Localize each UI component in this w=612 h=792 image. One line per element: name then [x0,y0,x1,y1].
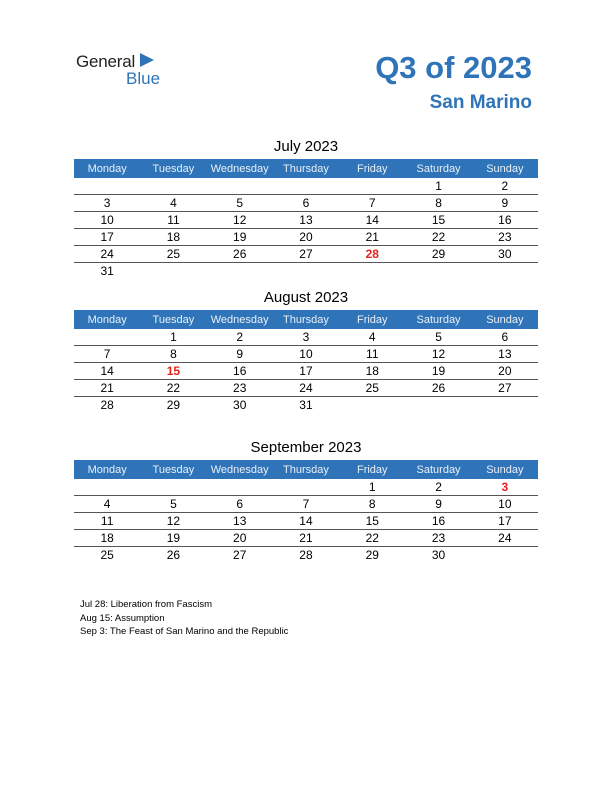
day-cell: 20 [273,229,339,246]
day-cell: 23 [472,229,538,246]
day-cell: 23 [207,380,273,397]
day-cell: 7 [74,346,140,363]
day-cell: 14 [273,513,339,530]
day-cell: 17 [472,513,538,530]
weekday-header-row [74,460,538,479]
week-row [74,513,538,530]
day-cell: 4 [74,496,140,513]
day-cell: 12 [207,212,273,229]
week-row [74,346,538,363]
empty-day-cell [207,263,273,280]
day-cell: 24 [74,246,140,263]
week-row [74,496,538,513]
day-cell: 28 [100,398,114,412]
holiday-notes [80,598,288,639]
day-cell: 22 [405,229,471,246]
weekday-header: Sunday [472,310,538,329]
day-cell: 14 [74,363,140,380]
day-cell: 27 [273,246,339,263]
day-cell: 22 [339,530,405,547]
day-cell: 5 [207,195,273,212]
day-cell: 13 [207,513,273,530]
day-cell: 1 [405,178,471,195]
weekday-header: Friday [339,159,405,178]
day-cell: 26 [207,246,273,263]
day-cell: 1 [339,479,405,496]
month-september [74,438,538,563]
weekday-header: Wednesday [207,310,273,329]
day-cell: 10 [273,346,339,363]
day-cell: 18 [74,530,140,547]
day-cell: 24 [472,530,538,547]
day-cell: 4 [140,195,206,212]
day-cell: 21 [74,380,140,397]
empty-day-cell [405,263,471,280]
day-cell: 21 [273,530,339,547]
logo-word-general: General [76,52,136,71]
weekday-header: Saturday [405,310,471,329]
weekday-header: Thursday [273,460,339,479]
weekday-header: Wednesday [207,159,273,178]
weekday-header: Monday [74,460,140,479]
day-cell: 30 [233,398,247,412]
week-row [74,229,538,246]
empty-day-cell [74,178,140,195]
day-cell: 19 [207,229,273,246]
empty-day-cell [339,178,405,195]
day-cell: 17 [273,363,339,380]
logo-flag-icon [140,53,154,67]
day-cell: 16 [405,513,471,530]
week-row [74,363,538,380]
country-name: San Marino [429,92,532,113]
empty-day-cell [472,397,538,414]
day-cell: 13 [273,212,339,229]
day-cell: 27 [233,548,247,562]
day-cell: 3 [273,329,339,346]
empty-day-cell [207,178,273,195]
day-cell: 6 [207,496,273,513]
empty-day-cell [472,547,538,564]
week-row [74,212,538,229]
weekday-header: Friday [339,460,405,479]
day-cell: 9 [207,346,273,363]
month-title: July 2023 [273,138,339,155]
day-cell: 24 [273,380,339,397]
day-cell: 12 [405,346,471,363]
weekday-header: Tuesday [140,460,206,479]
day-cell: 26 [166,548,181,562]
week-row [74,547,538,564]
day-cell: 11 [74,513,140,530]
weekday-header-row [74,310,538,329]
day-cell: 9 [405,496,471,513]
calendar-grid [74,159,538,279]
week-row [74,397,538,414]
day-cell: 8 [339,496,405,513]
empty-day-cell [405,397,471,414]
day-cell: 28 [299,548,313,562]
day-cell: 15 [140,363,206,380]
day-cell: 25 [140,246,206,263]
day-cell: 19 [405,363,471,380]
day-cell: 8 [405,195,471,212]
month-title: August 2023 [263,289,349,306]
weekday-header: Tuesday [140,159,206,178]
day-cell: 21 [339,229,405,246]
day-cell: 20 [207,530,273,547]
month-august [74,288,538,413]
day-cell: 29 [405,246,471,263]
logo-word-blue: Blue [126,69,161,88]
holiday-note: Sep 3: The Feast of San Marino and the Republic [80,626,289,637]
day-cell: 29 [166,398,181,412]
calendar-grid [74,460,538,563]
day-cell: 20 [472,363,538,380]
day-cell: 30 [431,548,446,562]
day-cell: 22 [140,380,206,397]
empty-day-cell [472,263,538,280]
day-cell: 3 [472,479,538,496]
day-cell: 6 [273,195,339,212]
weekday-header: Wednesday [207,460,273,479]
empty-day-cell [74,329,140,346]
day-cell: 2 [405,479,471,496]
empty-day-cell [140,263,206,280]
day-cell: 15 [339,513,405,530]
empty-day-cell [207,479,273,496]
day-cell: 18 [140,229,206,246]
day-cell: 10 [472,496,538,513]
day-cell: 12 [140,513,206,530]
week-row [74,380,538,397]
weekday-header: Thursday [273,310,339,329]
day-cell: 1 [140,329,206,346]
empty-day-cell [273,263,339,280]
weekday-header: Sunday [472,159,538,178]
day-cell: 7 [339,195,405,212]
day-cell: 23 [405,530,471,547]
day-cell: 31 [100,264,114,278]
empty-day-cell [273,178,339,195]
month-july [74,137,538,279]
holiday-note: Jul 28: Liberation from Fascism [80,599,212,610]
day-cell: 8 [140,346,206,363]
day-cell: 19 [140,530,206,547]
week-row [74,479,538,496]
day-cell: 10 [74,212,140,229]
day-cell: 3 [74,195,140,212]
empty-day-cell [74,479,140,496]
calendar-grid [74,310,538,413]
weekday-header: Tuesday [140,310,206,329]
day-cell: 5 [140,496,206,513]
day-cell: 2 [472,178,538,195]
day-cell: 29 [365,548,379,562]
weekday-header-row [74,159,538,178]
weekday-header: Sunday [472,460,538,479]
week-row [74,195,538,212]
weekday-header: Monday [74,159,140,178]
day-cell: 31 [299,398,313,412]
day-cell: 4 [339,329,405,346]
empty-day-cell [140,479,206,496]
empty-day-cell [339,263,405,280]
day-cell: 17 [74,229,140,246]
day-cell: 6 [472,329,538,346]
weekday-header: Saturday [405,159,471,178]
day-cell: 13 [472,346,538,363]
day-cell: 16 [472,212,538,229]
day-cell: 18 [339,363,405,380]
day-cell: 14 [339,212,405,229]
day-cell: 30 [472,246,538,263]
day-cell: 28 [339,246,405,263]
weekday-header: Thursday [273,159,339,178]
week-row [74,246,538,263]
week-row [74,329,538,346]
day-cell: 27 [472,380,538,397]
empty-day-cell [339,397,405,414]
weekday-header: Saturday [405,460,471,479]
week-row [74,530,538,547]
day-cell: 11 [140,212,206,229]
page-title: Q3 of 2023 [375,50,532,85]
holiday-note: Aug 15: Assumption [80,612,165,624]
day-cell: 9 [472,195,538,212]
empty-day-cell [273,479,339,496]
day-cell: 15 [405,212,471,229]
week-row [74,178,538,195]
empty-day-cell [140,178,206,195]
weekday-header: Monday [74,310,140,329]
day-cell: 16 [207,363,273,380]
day-cell: 25 [339,380,405,397]
day-cell: 2 [207,329,273,346]
day-cell: 11 [339,346,405,363]
day-cell: 26 [405,380,471,397]
week-row [74,263,538,280]
day-cell: 7 [273,496,339,513]
weekday-header: Friday [339,310,405,329]
month-title: September 2023 [250,439,362,456]
day-cell: 5 [405,329,471,346]
day-cell: 25 [100,548,114,562]
